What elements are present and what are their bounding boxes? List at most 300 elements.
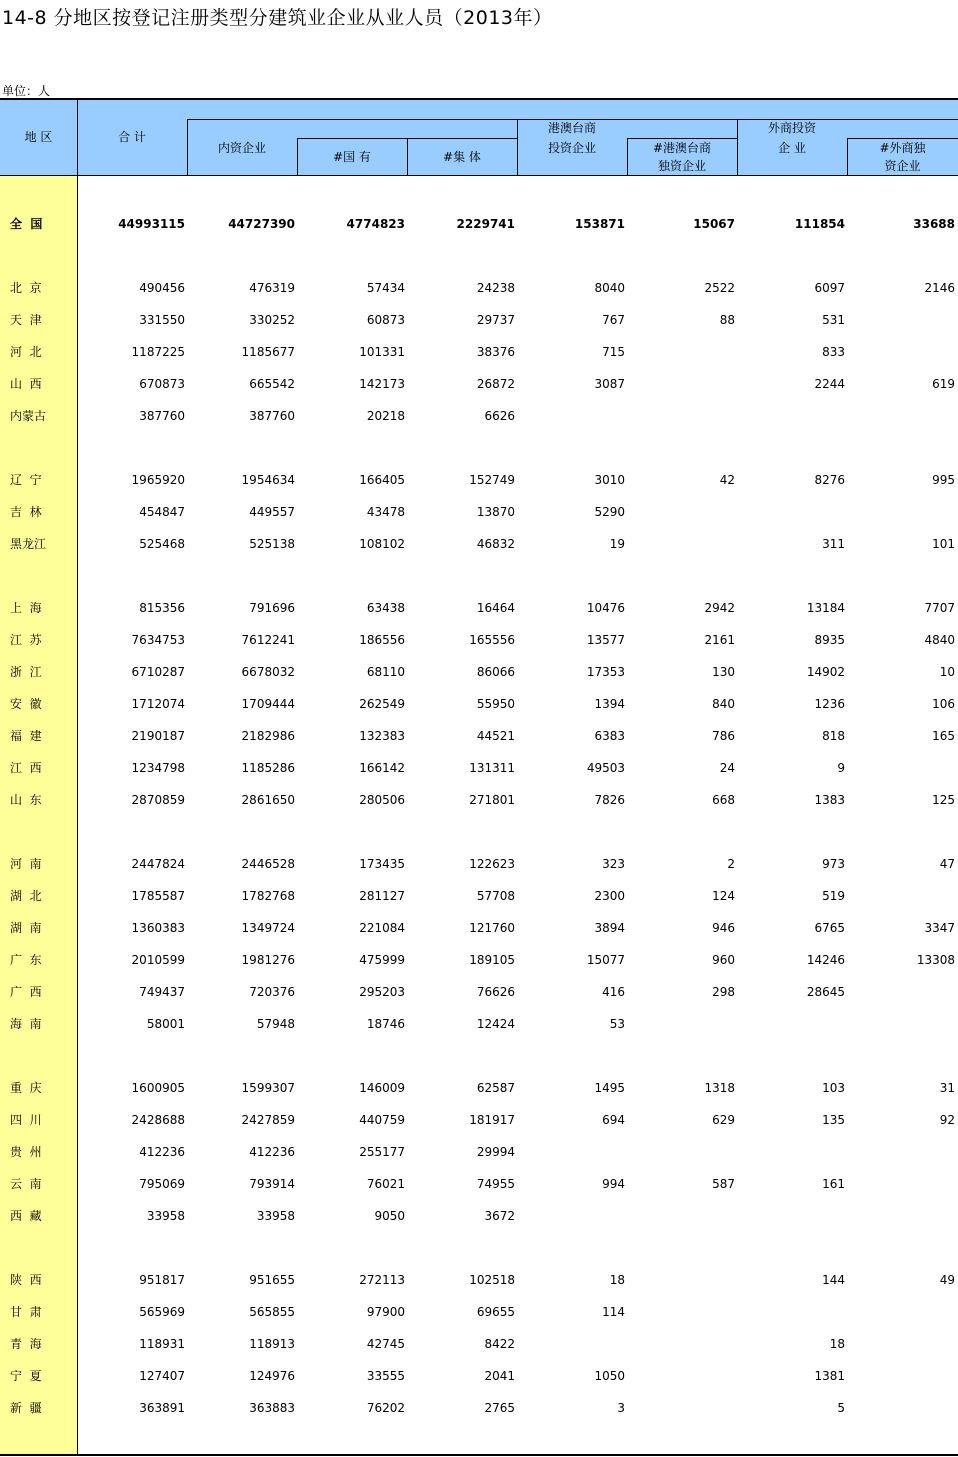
table-row (0, 534, 958, 554)
region-name: 山 西 (10, 377, 42, 391)
cell-domestic: 1981276 (241, 953, 295, 967)
cell-collective: 2229741 (456, 217, 515, 231)
cell-collective: 62587 (476, 1081, 515, 1095)
cell-total: 1785587 (131, 889, 185, 903)
cell-total: 118931 (139, 1337, 185, 1351)
cell-collective: 26872 (476, 377, 515, 391)
cell-collective: 57708 (476, 889, 515, 903)
cell-foreign-sole: 101 (932, 537, 955, 551)
cell-hmt-sole: 587 (712, 1177, 735, 1191)
unit-label: 单位：人 (2, 84, 51, 98)
cell-domestic: 118913 (249, 1337, 295, 1351)
header-foreign-sole-line1: #外商独 (879, 141, 926, 155)
cell-collective: 181917 (469, 1113, 515, 1127)
cell-foreign: 8276 (814, 473, 845, 487)
table-row (0, 1078, 958, 1098)
region-name: 江 苏 (10, 633, 42, 647)
cell-total: 525468 (139, 537, 185, 551)
cell-foreign: 8935 (814, 633, 845, 647)
region-name: 宁 夏 (10, 1369, 42, 1383)
table-row (0, 662, 958, 682)
table-row (0, 918, 958, 938)
cell-state-owned: 173435 (359, 857, 405, 871)
cell-collective: 12424 (476, 1017, 515, 1031)
cell-collective: 29994 (476, 1145, 515, 1159)
table-title: 14-8 分地区按登记注册类型分建筑业企业从业人员（2013年） (2, 7, 553, 29)
cell-state-owned: 295203 (359, 985, 405, 999)
cell-foreign-sole: 13308 (916, 953, 955, 967)
cell-domestic: 665542 (249, 377, 295, 391)
table-row (0, 790, 958, 810)
cell-domestic: 565855 (249, 1305, 295, 1319)
table-row (0, 726, 958, 746)
cell-collective: 189105 (469, 953, 515, 967)
cell-collective: 102518 (469, 1273, 515, 1287)
cell-total: 387760 (139, 409, 185, 423)
cell-collective: 55950 (476, 697, 515, 711)
table-row (0, 310, 958, 330)
table-row (0, 1302, 958, 1322)
cell-total: 363891 (139, 1401, 185, 1415)
cell-foreign: 833 (822, 345, 845, 359)
cell-state-owned: 262549 (359, 697, 405, 711)
region-name: 安 徽 (10, 697, 42, 711)
cell-domestic: 1185286 (241, 761, 295, 775)
cell-hmt: 49503 (586, 761, 625, 775)
cell-state-owned: 280506 (359, 793, 405, 807)
cell-total: 6710287 (131, 665, 185, 679)
cell-hmt: 6383 (594, 729, 625, 743)
cell-hmt: 15077 (586, 953, 625, 967)
region-name: 全 国 (10, 217, 43, 231)
cell-hmt: 10476 (586, 601, 625, 615)
cell-total: 2870859 (131, 793, 185, 807)
region-name: 新 疆 (10, 1401, 42, 1415)
table-row (0, 1174, 958, 1194)
cell-hmt: 994 (602, 1177, 625, 1191)
cell-domestic: 412236 (249, 1145, 295, 1159)
cell-domestic: 2446528 (241, 857, 295, 871)
cell-domestic: 33958 (256, 1209, 295, 1223)
cell-domestic: 1349724 (241, 921, 295, 935)
cell-domestic: 1185677 (241, 345, 295, 359)
table-row (0, 374, 958, 394)
header-foreign-sole-line2: 资企业 (884, 159, 921, 173)
cell-collective: 122623 (469, 857, 515, 871)
cell-domestic: 1709444 (241, 697, 295, 711)
cell-domestic: 7612241 (241, 633, 295, 647)
region-name: 四 川 (10, 1113, 42, 1127)
region-name: 西 藏 (10, 1209, 42, 1223)
cell-collective: 2041 (484, 1369, 515, 1383)
region-name: 河 北 (10, 345, 42, 359)
cell-foreign: 531 (822, 313, 845, 327)
cell-collective: 152749 (469, 473, 515, 487)
region-name: 吉 林 (10, 505, 42, 519)
cell-hmt: 8040 (594, 281, 625, 295)
cell-foreign: 6765 (814, 921, 845, 935)
header-divider (297, 138, 517, 139)
header-hmt-line1: 港澳台商 (547, 121, 596, 135)
cell-state-owned: 166405 (359, 473, 405, 487)
cell-domestic: 720376 (249, 985, 295, 999)
cell-hmt: 3010 (594, 473, 625, 487)
table-row (0, 950, 958, 970)
cell-total: 565969 (139, 1305, 185, 1319)
cell-total: 1965920 (131, 473, 185, 487)
cell-state-owned: 221084 (359, 921, 405, 935)
cell-hmt: 114 (602, 1305, 625, 1319)
table-row (0, 1206, 958, 1226)
cell-foreign-sole: 3347 (924, 921, 955, 935)
cell-foreign-sole: 92 (939, 1113, 955, 1127)
cell-total: 58001 (146, 1017, 185, 1031)
cell-foreign: 2244 (814, 377, 845, 391)
cell-state-owned: 9050 (374, 1209, 405, 1223)
cell-state-owned: 101331 (359, 345, 405, 359)
cell-domestic: 6678032 (241, 665, 295, 679)
cell-hmt-sole: 24 (719, 761, 735, 775)
cell-total: 670873 (139, 377, 185, 391)
cell-hmt-sole: 946 (712, 921, 735, 935)
cell-domestic: 1954634 (241, 473, 295, 487)
cell-domestic: 449557 (249, 505, 295, 519)
table-row (0, 1110, 958, 1130)
header-domestic: 内资企业 (217, 141, 266, 155)
cell-hmt: 13577 (586, 633, 625, 647)
cell-collective: 29737 (476, 313, 515, 327)
region-name: 云 南 (10, 1177, 42, 1191)
cell-total: 2190187 (131, 729, 185, 743)
cell-collective: 38376 (476, 345, 515, 359)
region-name: 福 建 (10, 729, 42, 743)
cell-collective: 121760 (469, 921, 515, 935)
cell-foreign: 1236 (814, 697, 845, 711)
cell-total: 1187225 (131, 345, 185, 359)
header-bottom-rule (0, 175, 958, 176)
header-collective: #集 体 (443, 150, 481, 164)
cell-hmt: 7826 (594, 793, 625, 807)
cell-collective: 69655 (476, 1305, 515, 1319)
cell-domestic: 363883 (249, 1401, 295, 1415)
cell-total: 749437 (139, 985, 185, 999)
cell-foreign: 161 (822, 1177, 845, 1191)
cell-hmt-sole: 130 (712, 665, 735, 679)
table-row (0, 278, 958, 298)
region-name: 辽 宁 (10, 473, 42, 487)
cell-collective: 13870 (476, 505, 515, 519)
cell-domestic: 2427859 (241, 1113, 295, 1127)
cell-domestic: 793914 (249, 1177, 295, 1191)
cell-total: 1234798 (131, 761, 185, 775)
cell-state-owned: 42745 (366, 1337, 405, 1351)
table-row (0, 694, 958, 714)
cell-hmt-sole: 629 (712, 1113, 735, 1127)
cell-state-owned: 20218 (366, 409, 405, 423)
cell-domestic: 791696 (249, 601, 295, 615)
cell-foreign-sole: 106 (932, 697, 955, 711)
cell-domestic: 1599307 (241, 1081, 295, 1095)
cell-hmt-sole: 1318 (704, 1081, 735, 1095)
cell-foreign-sole: 7707 (924, 601, 955, 615)
cell-state-owned: 4774823 (346, 217, 405, 231)
cell-domestic: 1782768 (241, 889, 295, 903)
cell-state-owned: 132383 (359, 729, 405, 743)
cell-foreign-sole: 125 (932, 793, 955, 807)
cell-total: 490456 (139, 281, 185, 295)
cell-collective: 8422 (484, 1337, 515, 1351)
region-name: 湖 北 (10, 889, 42, 903)
table-row (0, 886, 958, 906)
cell-foreign: 18 (829, 1337, 845, 1351)
cell-total: 2447824 (131, 857, 185, 871)
cell-state-owned: 33555 (366, 1369, 405, 1383)
cell-total: 815356 (139, 601, 185, 615)
cell-collective: 16464 (476, 601, 515, 615)
cell-foreign-sole: 995 (932, 473, 955, 487)
cell-total: 127407 (139, 1369, 185, 1383)
cell-state-owned: 440759 (359, 1113, 405, 1127)
cell-state-owned: 166142 (359, 761, 405, 775)
header-hmt-sole-line2: 独资企业 (657, 159, 706, 173)
cell-hmt: 153871 (574, 217, 625, 231)
cell-state-owned: 281127 (359, 889, 405, 903)
cell-hmt-sole: 15067 (693, 217, 735, 231)
cell-foreign: 111854 (794, 217, 845, 231)
cell-total: 412236 (139, 1145, 185, 1159)
cell-collective: 74955 (476, 1177, 515, 1191)
table-row (0, 470, 958, 490)
table-row-national-total (0, 214, 958, 234)
cell-collective: 46832 (476, 537, 515, 551)
cell-collective: 165556 (469, 633, 515, 647)
header-hmt-line2: 投资企业 (547, 141, 596, 155)
table-row (0, 1366, 958, 1386)
cell-total: 331550 (139, 313, 185, 327)
region-name: 河 南 (10, 857, 42, 871)
table-row (0, 1270, 958, 1290)
cell-hmt: 5290 (594, 505, 625, 519)
region-name: 甘 肃 (10, 1305, 42, 1319)
cell-foreign-sole: 619 (932, 377, 955, 391)
cell-hmt: 767 (602, 313, 625, 327)
cell-collective: 271801 (469, 793, 515, 807)
cell-hmt-sole: 2161 (704, 633, 735, 647)
cell-collective: 6626 (484, 409, 515, 423)
cell-domestic: 44727390 (228, 217, 295, 231)
region-name: 陕 西 (10, 1273, 42, 1287)
cell-hmt-sole: 960 (712, 953, 735, 967)
cell-state-owned: 43478 (366, 505, 405, 519)
cell-foreign: 14902 (806, 665, 845, 679)
cell-hmt: 3894 (594, 921, 625, 935)
header-region: 地 区 (24, 130, 53, 144)
cell-hmt: 2300 (594, 889, 625, 903)
cell-state-owned: 68110 (366, 665, 405, 679)
cell-hmt-sole: 124 (712, 889, 735, 903)
header-hmt-sole-line1: #港澳台商 (652, 141, 712, 155)
cell-state-owned: 186556 (359, 633, 405, 647)
cell-foreign-sole: 31 (939, 1081, 955, 1095)
cell-foreign: 6097 (814, 281, 845, 295)
cell-foreign-sole: 33688 (913, 217, 955, 231)
region-name: 湖 南 (10, 921, 42, 935)
cell-total: 1712074 (131, 697, 185, 711)
cell-hmt-sole: 786 (712, 729, 735, 743)
cell-domestic: 330252 (249, 313, 295, 327)
cell-foreign-sole: 47 (939, 857, 955, 871)
cell-total: 795069 (139, 1177, 185, 1191)
cell-collective: 76626 (476, 985, 515, 999)
table-row (0, 630, 958, 650)
cell-collective: 24238 (476, 281, 515, 295)
cell-total: 2010599 (131, 953, 185, 967)
table-row (0, 342, 958, 362)
cell-hmt-sole: 2 (727, 857, 735, 871)
cell-hmt-sole: 840 (712, 697, 735, 711)
table-row (0, 758, 958, 778)
cell-collective: 44521 (476, 729, 515, 743)
cell-foreign: 13184 (806, 601, 845, 615)
cell-hmt-sole: 88 (719, 313, 735, 327)
header-foreign-line2: 企 业 (778, 141, 806, 155)
cell-hmt-sole: 2522 (704, 281, 735, 295)
cell-collective: 86066 (476, 665, 515, 679)
cell-hmt: 19 (609, 537, 625, 551)
region-name: 广 西 (10, 985, 42, 999)
region-name: 浙 江 (10, 665, 42, 679)
cell-domestic: 2861650 (241, 793, 295, 807)
header-state-owned: #国 有 (333, 150, 371, 164)
header-foreign-line1: 外商投资 (767, 121, 816, 135)
cell-foreign: 135 (822, 1113, 845, 1127)
cell-hmt-sole: 298 (712, 985, 735, 999)
cell-foreign: 144 (822, 1273, 845, 1287)
cell-total: 2428688 (131, 1113, 185, 1127)
cell-total: 33958 (146, 1209, 185, 1223)
region-name: 海 南 (10, 1017, 42, 1031)
cell-foreign: 973 (822, 857, 845, 871)
cell-hmt-sole: 2942 (704, 601, 735, 615)
cell-state-owned: 76202 (366, 1401, 405, 1415)
cell-total: 7634753 (131, 633, 185, 647)
cell-foreign: 1383 (814, 793, 845, 807)
table-row (0, 406, 958, 426)
cell-domestic: 476319 (249, 281, 295, 295)
cell-hmt: 715 (602, 345, 625, 359)
cell-hmt: 53 (609, 1017, 625, 1031)
cell-domestic: 2182986 (241, 729, 295, 743)
cell-foreign-sole: 49 (939, 1273, 955, 1287)
region-name: 广 东 (10, 953, 42, 967)
cell-total: 454847 (139, 505, 185, 519)
cell-foreign: 1381 (814, 1369, 845, 1383)
region-name: 贵 州 (10, 1145, 42, 1159)
cell-state-owned: 97900 (366, 1305, 405, 1319)
cell-domestic: 124976 (249, 1369, 295, 1383)
cell-state-owned: 475999 (359, 953, 405, 967)
cell-domestic: 525138 (249, 537, 295, 551)
cell-domestic: 387760 (249, 409, 295, 423)
cell-state-owned: 63438 (366, 601, 405, 615)
cell-hmt: 323 (602, 857, 625, 871)
cell-foreign: 818 (822, 729, 845, 743)
table-row (0, 598, 958, 618)
cell-state-owned: 18746 (366, 1017, 405, 1031)
region-name: 上 海 (10, 601, 42, 615)
cell-foreign: 103 (822, 1081, 845, 1095)
cell-foreign: 5 (837, 1401, 845, 1415)
cell-domestic: 57948 (256, 1017, 295, 1031)
cell-state-owned: 60873 (366, 313, 405, 327)
table-bottom-rule (0, 1454, 958, 1456)
cell-state-owned: 146009 (359, 1081, 405, 1095)
table-row (0, 1142, 958, 1162)
cell-foreign-sole: 2146 (924, 281, 955, 295)
cell-foreign: 311 (822, 537, 845, 551)
cell-hmt: 694 (602, 1113, 625, 1127)
cell-hmt: 1495 (594, 1081, 625, 1095)
cell-collective: 2765 (484, 1401, 515, 1415)
region-name: 山 东 (10, 793, 42, 807)
region-name: 天 津 (10, 313, 42, 327)
cell-state-owned: 142173 (359, 377, 405, 391)
cell-hmt-sole: 668 (712, 793, 735, 807)
region-name: 北 京 (10, 281, 42, 295)
region-name: 黑龙江 (10, 537, 47, 551)
cell-domestic: 951655 (249, 1273, 295, 1287)
cell-foreign: 519 (822, 889, 845, 903)
region-column-background (0, 176, 78, 1454)
region-name: 青 海 (10, 1337, 42, 1351)
cell-hmt: 3087 (594, 377, 625, 391)
cell-hmt-sole: 42 (719, 473, 735, 487)
cell-total: 44993115 (118, 217, 185, 231)
region-name: 江 西 (10, 761, 42, 775)
cell-hmt: 3 (617, 1401, 625, 1415)
header-total: 合 计 (118, 130, 146, 144)
table-row (0, 1014, 958, 1034)
cell-foreign: 9 (837, 761, 845, 775)
region-name: 重 庆 (10, 1081, 42, 1095)
cell-foreign: 28645 (806, 985, 845, 999)
cell-state-owned: 255177 (359, 1145, 405, 1159)
cell-foreign-sole: 10 (939, 665, 955, 679)
cell-hmt: 1394 (594, 697, 625, 711)
cell-collective: 131311 (469, 761, 515, 775)
cell-collective: 3672 (484, 1209, 515, 1223)
cell-state-owned: 76021 (366, 1177, 405, 1191)
cell-total: 1600905 (131, 1081, 185, 1095)
cell-hmt: 17353 (586, 665, 625, 679)
table-row (0, 982, 958, 1002)
region-name: 内蒙古 (10, 409, 47, 423)
cell-foreign: 14246 (806, 953, 845, 967)
cell-hmt: 18 (609, 1273, 625, 1287)
table-row (0, 502, 958, 522)
table-row (0, 1398, 958, 1418)
cell-state-owned: 272113 (359, 1273, 405, 1287)
cell-total: 1360383 (131, 921, 185, 935)
cell-foreign-sole: 165 (932, 729, 955, 743)
table-row (0, 854, 958, 874)
cell-foreign-sole: 4840 (924, 633, 955, 647)
cell-total: 951817 (139, 1273, 185, 1287)
cell-hmt: 1050 (594, 1369, 625, 1383)
cell-state-owned: 57434 (366, 281, 405, 295)
cell-state-owned: 108102 (359, 537, 405, 551)
cell-hmt: 416 (602, 985, 625, 999)
